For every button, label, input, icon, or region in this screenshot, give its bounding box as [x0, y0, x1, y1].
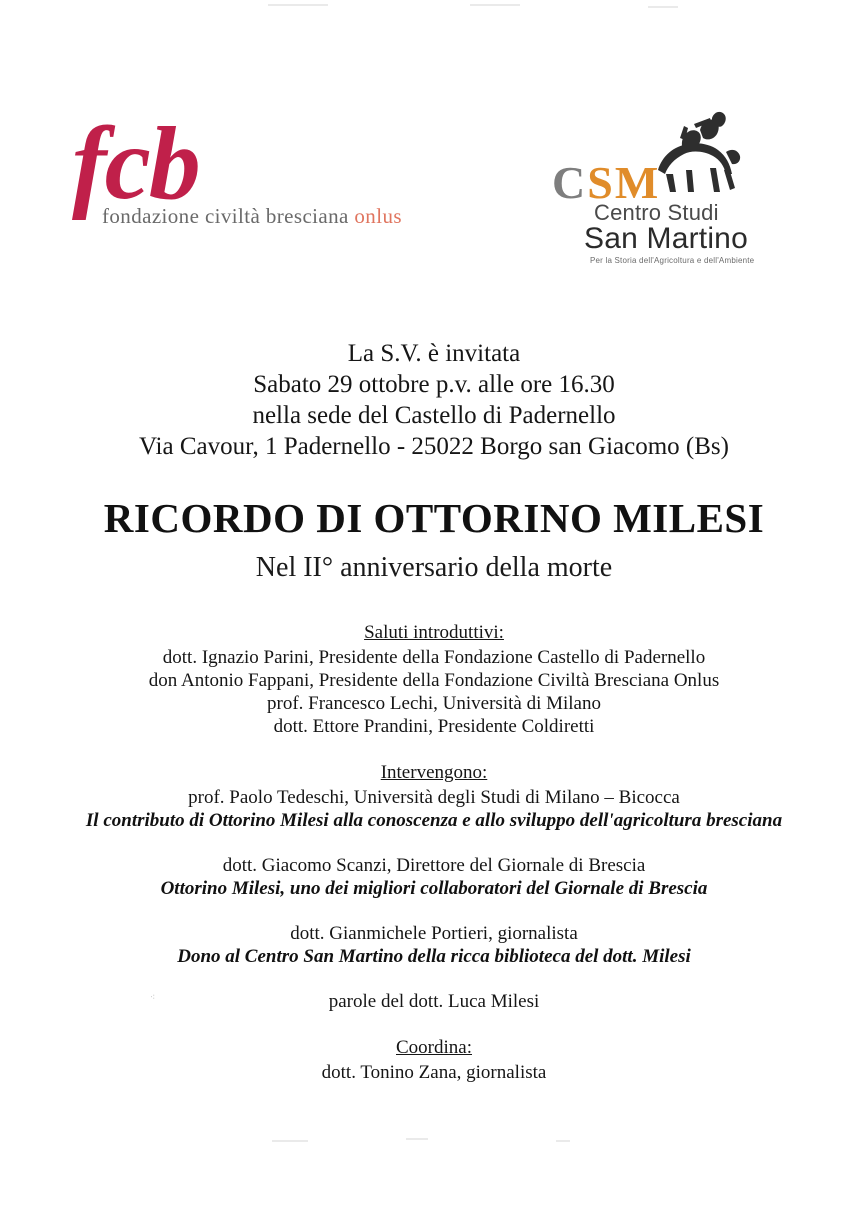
- greeting-item: dott. Ettore Prandini, Presidente Coldiretti: [273, 716, 595, 737]
- coordinator-heading: Coordina:: [396, 1037, 472, 1058]
- csm-name-line1: Centro Studi: [594, 200, 719, 225]
- speaker-name: dott. Giacomo Scanzi, Direttore del Giornale di Brescia: [222, 855, 646, 876]
- fcb-logo: [72, 106, 442, 282]
- invitation-line-3: nella sede del Castello di Padernello: [252, 402, 616, 429]
- greeting-item: don Antonio Fappani, Presidente della Fondazione Civiltà Bresciana Onlus: [148, 670, 720, 691]
- fcb-wordmark-icon: fcb: [72, 106, 199, 221]
- closing-words: parole del dott. Luca Milesi: [328, 991, 540, 1012]
- csm-letter-s: S: [587, 157, 615, 208]
- scan-artifact: [556, 1140, 570, 1142]
- scan-artifact: [272, 1140, 308, 1142]
- document-header: [0, 0, 868, 300]
- centro-studi-san-martino-logo: [548, 112, 798, 272]
- fcb-subtitle-main: fondazione civiltà bresciana: [102, 204, 355, 228]
- speakers-heading: Intervengono:: [380, 762, 488, 783]
- spacer: [0, 832, 868, 854]
- invitation-line-2: Sabato 29 ottobre p.v. alle ore 16.30: [253, 371, 615, 398]
- event-subtitle: Nel II° anniversario della morte: [255, 552, 613, 583]
- fcb-subtitle-onlus: onlus: [354, 204, 402, 228]
- greeting-item: dott. Ignazio Parini, Presidente della Fondazione Castello di Padernello: [162, 647, 706, 668]
- invitation-line-1: La S.V. è invitata: [347, 340, 521, 367]
- csm-letter-c: C: [552, 157, 588, 208]
- fcb-subtitle: [102, 204, 402, 229]
- speaker-name: prof. Paolo Tedeschi, Università degli Studi di Milano – Bicocca: [188, 787, 680, 808]
- scan-artifact: [406, 1138, 428, 1140]
- coordinator-name: dott. Tonino Zana, giornalista: [321, 1062, 547, 1083]
- spacer: [0, 900, 868, 922]
- greeting-item: prof. Francesco Lechi, Università di Milano: [267, 693, 601, 714]
- scan-speck: ⁖: [150, 992, 156, 1002]
- invitation-line-4: Via Cavour, 1 Padernello - 25022 Borgo san Giacomo (Bs): [139, 433, 729, 460]
- speaker-name: dott. Gianmichele Portieri, giornalista: [290, 923, 578, 944]
- spacer: [0, 968, 868, 990]
- csm-tagline: Per la Storia dell'Agricoltura e dell'Ambiente: [590, 256, 755, 265]
- program-block: [0, 622, 868, 1084]
- spacer: [0, 1013, 868, 1037]
- event-title: RICORDO DI OTTORINO MILESI: [103, 495, 765, 541]
- speaker-talk-title: Ottorino Milesi, uno dei migliori collaboratori del Giornale di Brescia: [160, 878, 708, 899]
- invitation-block: [0, 338, 868, 462]
- spacer: [0, 738, 868, 762]
- greetings-heading: Saluti introduttivi:: [364, 622, 504, 643]
- csm-letter-m: M: [614, 157, 661, 208]
- csm-name-line2: San Martino: [584, 222, 748, 255]
- speaker-talk-title: Il contributo di Ottorino Milesi alla conoscenza e allo sviluppo dell'agricoltura bresciana: [85, 810, 783, 831]
- speaker-talk-title: Dono al Centro San Martino della ricca biblioteca del dott. Milesi: [177, 946, 691, 967]
